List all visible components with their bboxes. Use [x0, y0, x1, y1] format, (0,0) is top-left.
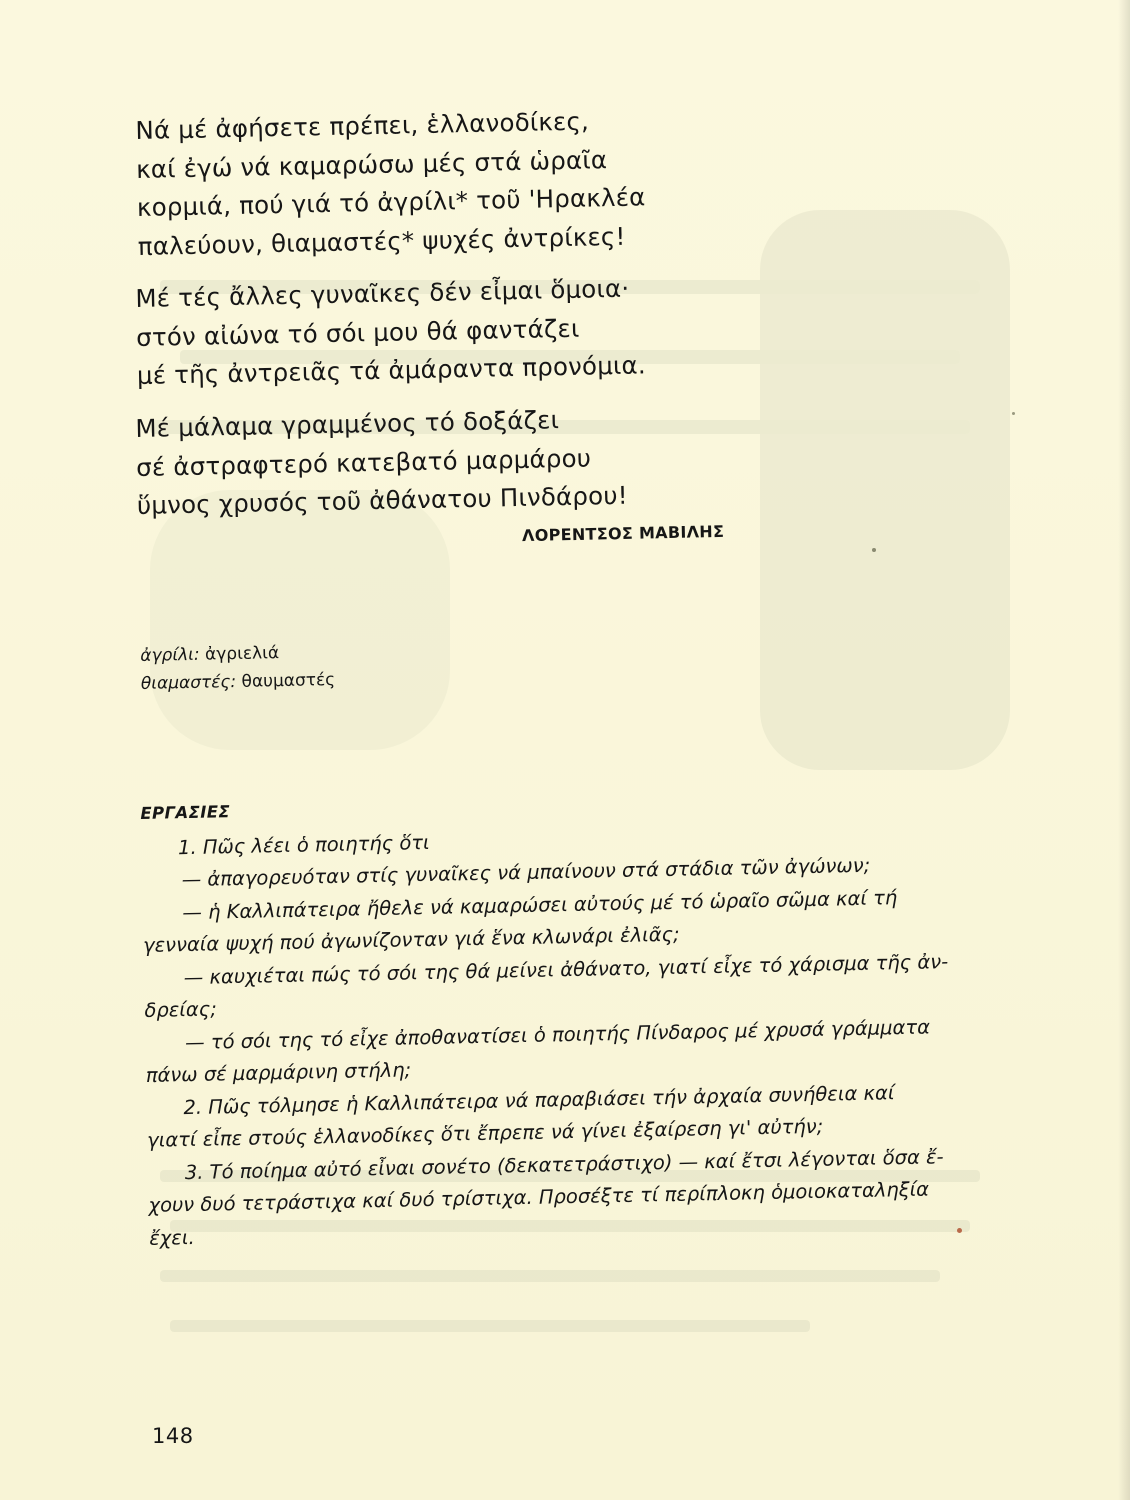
- poem-line: σέ ἀστραφτερό κατεβατό μαρμάρου: [135, 442, 592, 482]
- exercise-line: ἔχει.: [148, 1225, 195, 1250]
- exercise-line: γιατί εἶπε στούς ἑλλανοδίκες ὅτι ἔπρεπε νά γίνει ἐξαίρεση γι' αὐτήν;: [146, 1114, 824, 1152]
- poem-line: Μέ μάλαμα γραμμένος τό δοξάζει: [135, 405, 560, 443]
- page-edge-shadow: [1118, 0, 1130, 1500]
- poem-author: ΛΟΡΕΝΤΣΟΣ ΜΑΒΙΛΗΣ: [521, 521, 725, 546]
- glossary-entry: [140, 638, 335, 670]
- page-number: 148: [152, 1424, 194, 1448]
- poem-stanza-1: [135, 101, 647, 266]
- poem-line: καί ἐγώ νά καμαρώσω μές στά ὡραῖα: [135, 144, 608, 184]
- glossary-definition: ἀγριελιά: [204, 643, 280, 665]
- exercise-line: — καυχιέται πώς τό σόι της θά μείνει ἀθάνατο, γιατί εἶχε τό χάρισμα τῆς ἀν-: [183, 949, 949, 989]
- poem-line: Νά μέ ἀφήσετε πρέπει, ἑλλανοδίκες,: [135, 106, 590, 145]
- exercise-line: δρείας;: [144, 997, 218, 1022]
- speck: [872, 548, 876, 552]
- glossary-definition: θαυμαστές: [241, 669, 336, 692]
- exercise-line: — ἡ Καλλιπάτειρα ἤθελε νά καμαρώσει αὐτούς μέ τό ὡραῖο σῶμα καί τή: [182, 885, 898, 924]
- exercises-heading: ΕΡΓΑΣΙΕΣ: [140, 802, 231, 823]
- exercise-line: 1. Πῶς λέει ὁ ποιητής ὅτι: [177, 830, 430, 859]
- glossary-entry: [141, 666, 336, 698]
- poem-stanza-2: [135, 269, 646, 395]
- exercises-section: [140, 780, 1009, 1255]
- exercise-line: χουν δυό τετράστιχα καί δυό τρίστιχα. Προσέξτε τί περίπλοκη ὁμοιοκαταληξία: [148, 1177, 930, 1217]
- poem-line: μέ τῆς ἀντρειᾶς τά ἀμάραντα προνόμια.: [136, 350, 647, 390]
- exercise-line: γενναία ψυχή πού ἀγωνίζονταν γιά ἕνα κλωνάρι ἐλιᾶς;: [142, 922, 680, 957]
- poem-line: κορμιά, πού γιά τό ἀγρίλι* τοῦ 'Ηρακλέα: [136, 182, 646, 222]
- poem-line: ὕμνος χρυσός τοῦ ἀθάνατου Πινδάρου!: [136, 480, 628, 520]
- glossary: [140, 638, 335, 698]
- speck: [957, 1228, 962, 1233]
- exercise-line: 3. Τό ποίημα αὐτό εἶναι σονέτο (δεκατετράστιχο) — καί ἔτσι λέγονται ὅσα ἔ-: [184, 1144, 944, 1184]
- glossary-term: θιαμαστές:: [140, 671, 237, 694]
- exercise-line: πάνω σέ μαρμάρινη στήλη;: [145, 1058, 412, 1087]
- poem-line: στόν αἰώνα τό σόι μου θά φαντάζει: [135, 313, 580, 352]
- poem-stanza-3: [135, 400, 628, 526]
- exercise-line: 2. Πῶς τόλμησε ἡ Καλλιπάτειρα νά παραβιάσει τήν ἀρχαία συνήθεια καί: [183, 1080, 895, 1119]
- exercise-line: — τό σόι της τό εἶχε ἀποθανατίσει ὁ ποιητής Πίνδαρος μέ χρυσά γράμματα: [184, 1015, 931, 1054]
- exercise-line: — ἀπαγορευόταν στίς γυναῖκες νά μπαίνουν στά στάδια τῶν ἀγώνων;: [181, 853, 871, 892]
- poem-line: παλεύουν, θιαμαστές* ψυχές ἀντρίκες!: [137, 221, 626, 261]
- glossary-term: ἀγρίλι:: [140, 644, 200, 666]
- poem-line: Μέ τές ἄλλες γυναῖκες δέν εἶμαι ὅμοια·: [135, 273, 630, 313]
- speck: [1012, 412, 1015, 415]
